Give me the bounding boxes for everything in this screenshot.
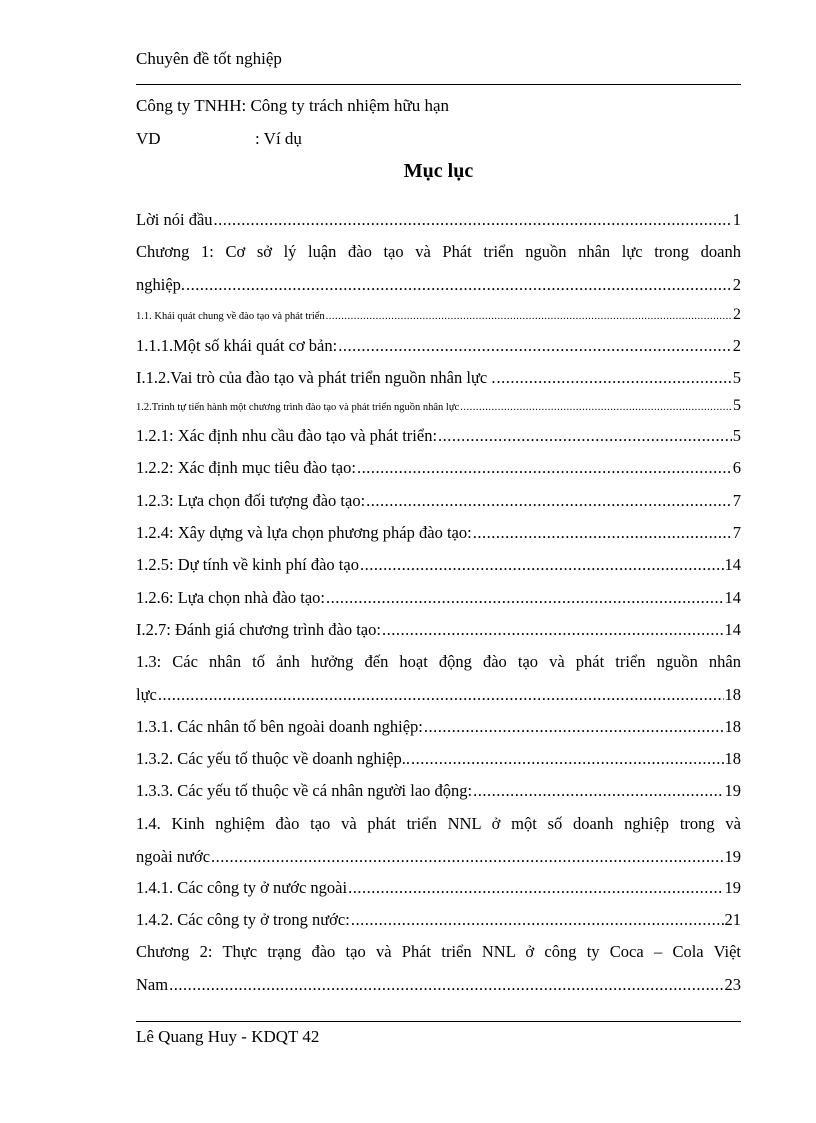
toc-entry-text: 1.1.1.Một số khái quát cơ bản:: [136, 336, 338, 355]
footer-divider: [136, 1021, 741, 1022]
toc-entry-text: Lời nói đầu: [136, 210, 213, 229]
toc-entry[interactable]: [136, 587, 741, 609]
toc-entry-text: 1.2.2: Xác định mục tiêu đào tạo:: [136, 458, 356, 477]
toc-entry-page: 14: [724, 620, 741, 639]
toc-entry[interactable]: [136, 619, 741, 641]
dot-leader: [169, 974, 723, 996]
dot-leader: [366, 490, 732, 512]
toc-entry[interactable]: [136, 425, 741, 447]
dot-leader: [214, 209, 732, 231]
toc-entry-text-line1: 1.3: Các nhân tố ảnh hưởng đến hoạt động đào tạo và phát triển nguồn nhân: [136, 652, 741, 671]
dot-leader: [158, 684, 724, 706]
toc-entry[interactable]: [136, 716, 741, 738]
toc-entry-text: I.1.2.Vai trò của đào tạo và phát triển nguồn nhân lực .: [136, 368, 496, 387]
toc-entry[interactable]: [136, 490, 741, 512]
toc-entry-text: 1.2.1: Xác định nhu cầu đào tạo và phát triển:: [136, 426, 438, 445]
toc-entry[interactable]: [136, 241, 741, 296]
dot-leader: [411, 748, 723, 770]
toc-entry[interactable]: [136, 909, 741, 931]
toc-entry-page: 5: [733, 397, 741, 414]
dot-leader: [496, 367, 731, 389]
toc-entry[interactable]: [136, 335, 741, 357]
toc-entry-page: 5: [732, 368, 741, 387]
toc-entry-text: Nam: [136, 975, 169, 994]
toc-entry-page: 18: [724, 685, 741, 704]
toc-entry-text-line1: Chương 2: Thực trạng đào tạo và Phát triển NNL ở công ty Coca – Cola Việt: [136, 942, 741, 961]
toc-title: Mục lục: [403, 160, 474, 182]
toc-entry-page: 5: [732, 426, 741, 445]
toc-entry-page: 14: [724, 588, 741, 607]
dot-leader: [186, 274, 732, 296]
toc-entry-text: 1.4.2. Các công ty ở trong nước:: [136, 910, 350, 929]
dot-leader: [438, 425, 732, 447]
dot-leader: [473, 780, 723, 802]
toc-entry-page: 2: [732, 336, 741, 355]
toc-entry-text: 1.2.6: Lựa chọn nhà đào tạo:: [136, 588, 326, 607]
abbreviation-row: [136, 129, 302, 149]
toc-entry[interactable]: [136, 209, 741, 231]
toc-entry-page: 2: [733, 306, 741, 323]
abbreviation-term: Công ty TNHH: [136, 96, 242, 115]
header-divider: [136, 84, 741, 85]
toc-entry-text: 1.2.3: Lựa chọn đối tượng đào tạo:: [136, 491, 366, 510]
toc-entry[interactable]: [136, 748, 741, 770]
toc-entry[interactable]: [136, 780, 741, 802]
dot-leader: [348, 877, 723, 899]
dot-leader: [351, 909, 724, 931]
toc-entry-text: 1.2.Trình tự tiến hành một chương trình đào tạo và phát triển nguồn nhân lực: [136, 402, 460, 413]
toc-entry[interactable]: [136, 941, 741, 996]
toc-entry-text: 1.2.5: Dự tính về kinh phí đào tạo: [136, 555, 359, 574]
dot-leader: [326, 308, 732, 324]
abbreviation-meaning: : Công ty trách nhiệm hữu hạn: [241, 96, 449, 115]
toc-entry-text: 1.4.1. Các công ty ở nước ngoài: [136, 878, 348, 897]
toc-entry-text: 1.3.3. Các yếu tố thuộc về cá nhân người lao động:: [136, 781, 473, 800]
toc-entry-page: 19: [724, 878, 741, 897]
toc-entry-page: 21: [724, 910, 741, 929]
toc-entry-page: 2: [732, 275, 741, 294]
toc-entry-page: 7: [732, 491, 741, 510]
toc-entry-text-line1: Chương 1: Cơ sở lý luận đào tạo và Phát triển nguồn nhân lực trong doanh: [136, 242, 741, 261]
dot-leader: [460, 399, 732, 415]
toc-entry[interactable]: [136, 367, 741, 389]
toc-entry-page: 14: [724, 555, 741, 574]
toc-entry[interactable]: [136, 554, 741, 576]
toc-entry-text: lực: [136, 685, 157, 704]
dot-leader: [473, 522, 732, 544]
page-footer: Lê Quang Huy - KDQT 42: [136, 1027, 320, 1046]
toc-entry-text: 1.2.4: Xây dựng và lựa chọn phương pháp đào tạo:: [136, 523, 472, 542]
toc-entry[interactable]: [136, 397, 741, 415]
dot-leader: [211, 846, 723, 868]
toc-entry[interactable]: [136, 457, 741, 479]
abbreviation-meaning: : Ví dụ: [255, 129, 302, 148]
dot-leader: [424, 716, 724, 738]
toc-entry-text: 1.3.1. Các nhân tố bên ngoài doanh nghiệp:: [136, 717, 423, 736]
toc-entry-page: 1: [732, 210, 741, 229]
abbreviation-term: VD: [136, 129, 161, 148]
toc-entry-page: 19: [724, 781, 741, 800]
toc-entry[interactable]: [136, 651, 741, 706]
dot-leader: [338, 335, 732, 357]
toc-entry-page: 19: [724, 847, 741, 866]
toc-entry[interactable]: [136, 522, 741, 544]
toc-entry-text: nghiệp.: [136, 275, 186, 294]
toc-entry-text-line1: 1.4. Kinh nghiệm đào tạo và phát triển NNL ở một số doanh nghiệp trong và: [136, 814, 741, 833]
toc-entry[interactable]: [136, 306, 741, 324]
toc-entry-page: 18: [724, 717, 741, 736]
dot-leader: [326, 587, 723, 609]
toc-entry-text: 1.1. Khái quát chung về đào tạo và phát triển: [136, 311, 325, 322]
toc-entry-page: 6: [732, 458, 741, 477]
page-header: Chuyên đề tốt nghiệp: [136, 49, 282, 68]
toc-entry-page: 23: [724, 975, 741, 994]
toc-entry-page: 7: [732, 523, 741, 542]
dot-leader: [382, 619, 724, 641]
toc-entry-text: ngoài nước: [136, 847, 211, 866]
toc-entry-text: I.2.7: Đánh giá chương trình đào tạo:: [136, 620, 381, 639]
toc-entry[interactable]: [136, 877, 741, 899]
toc-entry-text: 1.3.2. Các yếu tố thuộc về doanh nghiệp..: [136, 749, 411, 768]
dot-leader: [360, 554, 724, 576]
toc-entry-page: 18: [724, 749, 741, 768]
toc-entry[interactable]: [136, 813, 741, 868]
dot-leader: [357, 457, 732, 479]
abbreviation-row: [136, 96, 449, 116]
